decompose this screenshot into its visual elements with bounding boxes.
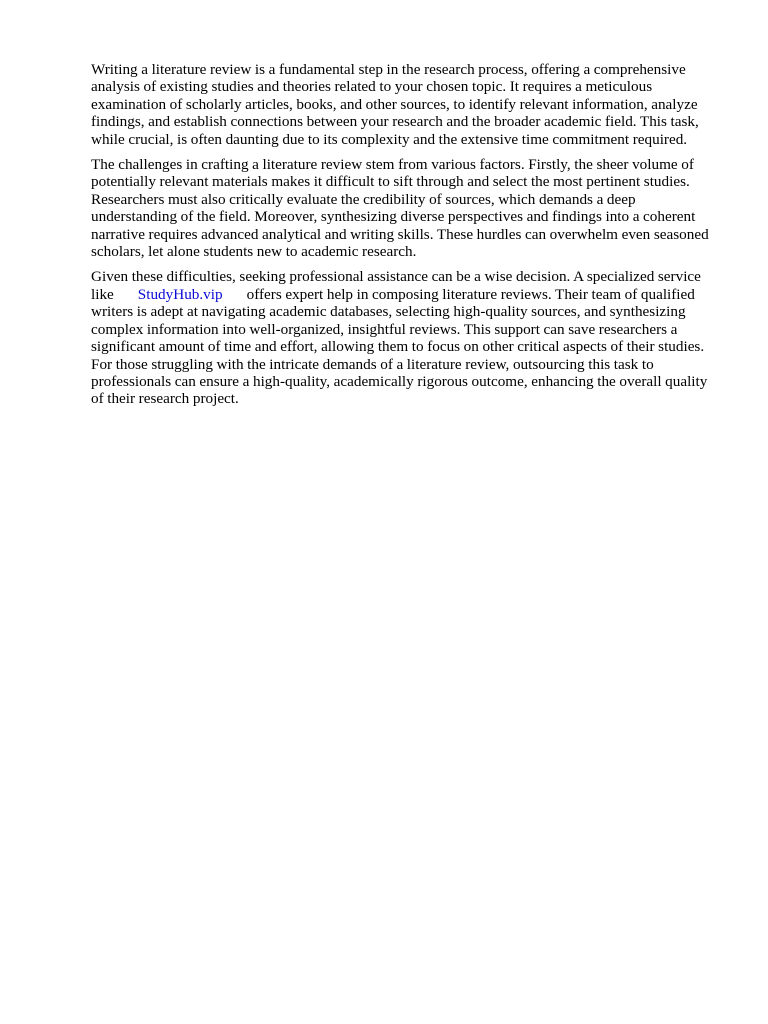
paragraph-assistance-text-end: offers expert help in composing literature reviews. Their team of qualified writers is adept at navigating academic databases, selecting high-quality sources, and synthesizing complex information into well-organized, insightful reviews. This support can save researchers a significant amount of time and effort, allowing them to focus on other critical aspects of their studies. For those struggling with the intricate demands of a literature review, outsourcing this task to professionals can ensure a high-quality, academically rigorous outcome, enhancing the overall quality of their research project. xyxy=(91,285,708,408)
paragraph-assistance xyxy=(91,268,719,407)
studyhub-link[interactable]: StudyHub.vip xyxy=(137,285,223,303)
paragraph-assistance-text-start: Given these difficulties, seeking professional assistance can be a wise decision. A specialized service like xyxy=(91,268,701,303)
paragraph-challenges: The challenges in crafting a literature review stem from various factors. Firstly, the sheer volume of potentially relevant materials makes it difficult to sift through and select the most pertinent studies. Researchers must also critically evaluate the credibility of sources, which demands a deep understanding of the field. Moreover, synthesizing diverse perspectives and findings into a coherent narrative requires advanced analytical and writing skills. These hurdles can overwhelm even seasoned scholars, let alone students new to academic research. xyxy=(91,156,709,261)
document-page xyxy=(91,61,719,416)
paragraph-intro: Writing a literature review is a fundamental step in the research process, offering a comprehensive analysis of existing studies and theories related to your chosen topic. It requires a meticulous examination of scholarly articles, books, and other sources, to identify relevant information, analyze findings, and establish connections between your research and the broader academic field. This task, while crucial, is often daunting due to its complexity and the extensive time commitment required. xyxy=(91,61,699,148)
